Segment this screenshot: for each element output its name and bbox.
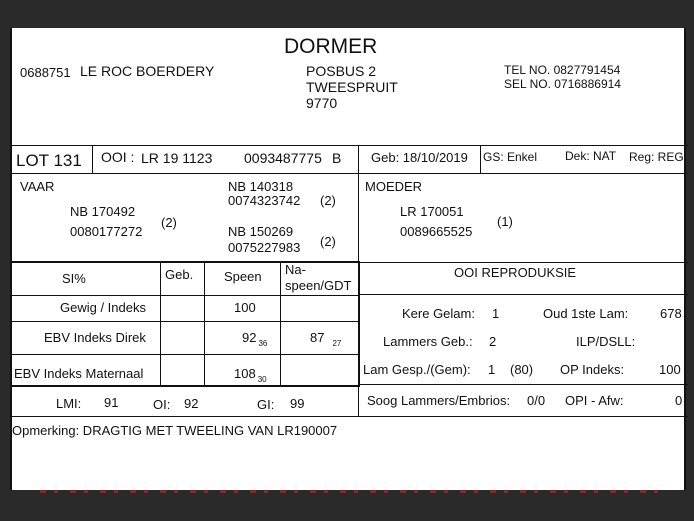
oud-value: 678 <box>660 306 682 321</box>
divider <box>480 145 481 173</box>
ebv-direct-naspeen: 87 $_{27}$ <box>310 330 342 348</box>
divider <box>360 384 688 385</box>
bleed-through-line <box>40 490 660 493</box>
ooi-id: LR 19 1123 <box>141 150 213 166</box>
divider <box>358 145 359 173</box>
address-line-3: 9770 <box>306 95 338 111</box>
divider <box>204 262 205 386</box>
divider <box>12 173 688 174</box>
dam-id: LR 170051 <box>400 204 464 219</box>
cell-number: SEL NO. 0716886914 <box>504 77 621 91</box>
ebv-maternal-speen: 108 $_{30}$ <box>234 366 267 384</box>
opi-value: 0 <box>675 393 683 408</box>
divider <box>12 295 360 296</box>
owner-name: LE ROC BOERDERY <box>80 63 215 79</box>
ooi-number: 0093487775 <box>244 150 322 166</box>
sire-count: (2) <box>161 215 177 230</box>
owner-id: 0688751 <box>20 65 71 80</box>
oi-label: OI: <box>153 397 171 412</box>
grand-sire-count: (2) <box>320 193 336 208</box>
weight-speen: 100 <box>234 300 256 315</box>
soog-value: 0/0 <box>527 393 546 408</box>
sale-card <box>10 28 686 490</box>
lammers-value: 2 <box>489 334 497 349</box>
divider <box>360 262 688 263</box>
sire-id: NB 170492 <box>70 204 136 219</box>
soog-label: Soog Lammers/Embrios: <box>367 393 511 408</box>
divider <box>358 173 359 263</box>
opi-label: OPI - Afw: <box>565 393 624 408</box>
divider <box>12 354 360 355</box>
oud-label: Oud 1ste Lam: <box>543 306 629 321</box>
grand-dam-number: 0075227983 <box>228 240 301 255</box>
grand-sire-number: 0074323742 <box>228 193 301 208</box>
ebv-direct-naspeen-accuracy: 27 <box>332 339 342 348</box>
reproduction-title: OOI REPRODUKSIE <box>454 265 577 280</box>
gi-label: GI: <box>257 397 275 412</box>
op-value: 100 <box>659 362 681 377</box>
divider <box>92 145 93 173</box>
sire-label: VAAR <box>20 179 55 194</box>
lam-label: Lam Gesp./(Gem): <box>363 362 471 377</box>
dam-count: (1) <box>497 214 513 229</box>
birth-status: GS: Enkel <box>483 150 538 164</box>
col-naspeen: Na- speen/GDT <box>285 262 352 293</box>
op-label: OP Indeks: <box>560 362 625 377</box>
divider <box>358 386 359 416</box>
dam-number: 0089665525 <box>400 224 473 239</box>
row-label-weight: Gewig / Indeks <box>60 300 146 315</box>
divider <box>280 262 281 386</box>
divider <box>12 145 688 146</box>
lam-value: 1 <box>488 362 496 377</box>
row-label-ebv-maternal: EBV Indeks Maternaal <box>14 366 144 381</box>
oi-value: 92 <box>184 396 199 411</box>
lammers-label: Lammers Geb.: <box>383 334 473 349</box>
divider <box>12 385 360 387</box>
row-label-ebv-direct: EBV Indeks Direk <box>44 330 146 345</box>
divider <box>160 262 161 386</box>
tel-number: TEL NO. 0827791454 <box>504 63 621 77</box>
divider <box>12 321 360 322</box>
address-line-1: POSBUS 2 <box>306 63 377 79</box>
lmi-label: LMI: <box>56 396 82 411</box>
divider <box>12 416 688 417</box>
registration: Reg: REG <box>629 150 684 164</box>
divider <box>360 294 688 295</box>
birth-date: Geb: 18/10/2019 <box>371 150 468 165</box>
divider <box>358 261 360 387</box>
remark: Opmerking: DRAGTIG MET TWEELING VAN LR190007 <box>12 423 338 438</box>
grand-dam-id: NB 150269 <box>228 224 294 239</box>
col-speen: Speen <box>224 269 262 284</box>
col-si: SI% <box>62 271 86 286</box>
ebv-direct-speen: 92 $_{36}$ <box>242 330 268 348</box>
ilp-label: ILP/DSLL: <box>576 334 636 349</box>
grand-dam-count: (2) <box>320 234 336 249</box>
ebv-direct-speen-accuracy: 36 <box>258 339 268 348</box>
lmi-value: 91 <box>104 395 119 410</box>
ebv-maternal-speen-accuracy: 30 <box>257 375 267 384</box>
kere-label: Kere Gelam: <box>402 306 475 321</box>
dam-label: MOEDER <box>365 179 423 194</box>
sire-number: 0080177272 <box>70 224 143 239</box>
address-line-2: TWEESPRUIT <box>306 79 398 95</box>
breed-title: DORMER <box>284 35 378 58</box>
grand-sire-id: NB 140318 <box>228 179 294 194</box>
lam-average: (80) <box>510 362 534 377</box>
mating: Dek: NAT <box>565 149 617 163</box>
col-geb: Geb. <box>165 267 194 282</box>
ooi-label: OOI : <box>101 149 135 165</box>
gi-value: 99 <box>290 396 305 411</box>
kere-value: 1 <box>492 306 500 321</box>
lot-number: LOT 131 <box>16 151 82 170</box>
ooi-code: B <box>332 150 342 166</box>
